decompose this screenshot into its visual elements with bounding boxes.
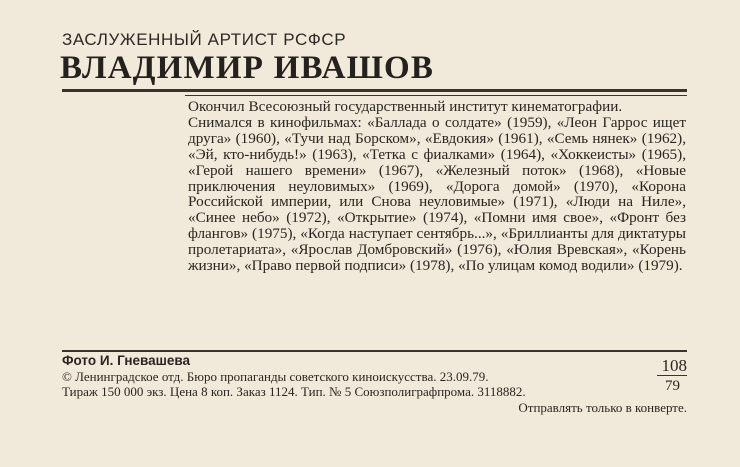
- year-number: 79: [665, 378, 680, 394]
- actor-name: ВЛАДИМИР ИВАШОВ: [60, 50, 435, 86]
- card-number-divider: [657, 375, 687, 376]
- photo-credit: Фото И. Гневашева: [62, 353, 191, 368]
- mailing-note: Отправлять только в конверте.: [518, 399, 687, 415]
- actor-title: ЗАСЛУЖЕННЫЙ АРТИСТ РСФСР: [62, 30, 347, 49]
- print-run-line: Тираж 150 000 экз. Цена 8 коп. Заказ 1124. Тип. № 5 Союзполиграфпрома. 3118882.: [62, 384, 526, 399]
- header-divider: [62, 89, 687, 92]
- filmography-text: Снимался в кинофильмах: «Баллада о солдате» (1959), «Леон Гаррос ищет друга» (1960), «Тучи над Борском», «Евдокия» (1961), «Семь нянек» (1962), «Эй, кто-нибудь!» (1963), «Тетка с фиалками» (1964), «Хоккеисты» (1965), «Герой нашего времени» (1967), «Железный поток» (1968), «Новые приключения неуловимых» (1969), «Дорога домой» (1970), «Корона Российской империи, или Снова неуловимые» (1971), «Люди на Ниле», «Синее небо» (1972), «Открытие» (1974), «Помни имя свое», «Фронт без флангов» (1975), «Когда наступает сентябрь...», «Бриллианты для диктатуры пролетариата», «Ярослав Домбровский» (1976), «Юлия Вревская», «Корень жизни», «Право первой подписи» (1978), «По улицам комод водили» (1979).: [188, 113, 686, 275]
- footer-divider: [62, 350, 687, 352]
- imprint: [62, 353, 687, 415]
- card-number: 108: [661, 356, 687, 375]
- education-text: Окончил Всесоюзный государственный институт кинематографии.: [188, 98, 623, 115]
- publisher-line: © Ленинградское отд. Бюро пропаганды советского киноискусства. 23.09.79.: [62, 368, 489, 384]
- biography: [188, 99, 686, 274]
- header-divider-thin: [185, 95, 687, 96]
